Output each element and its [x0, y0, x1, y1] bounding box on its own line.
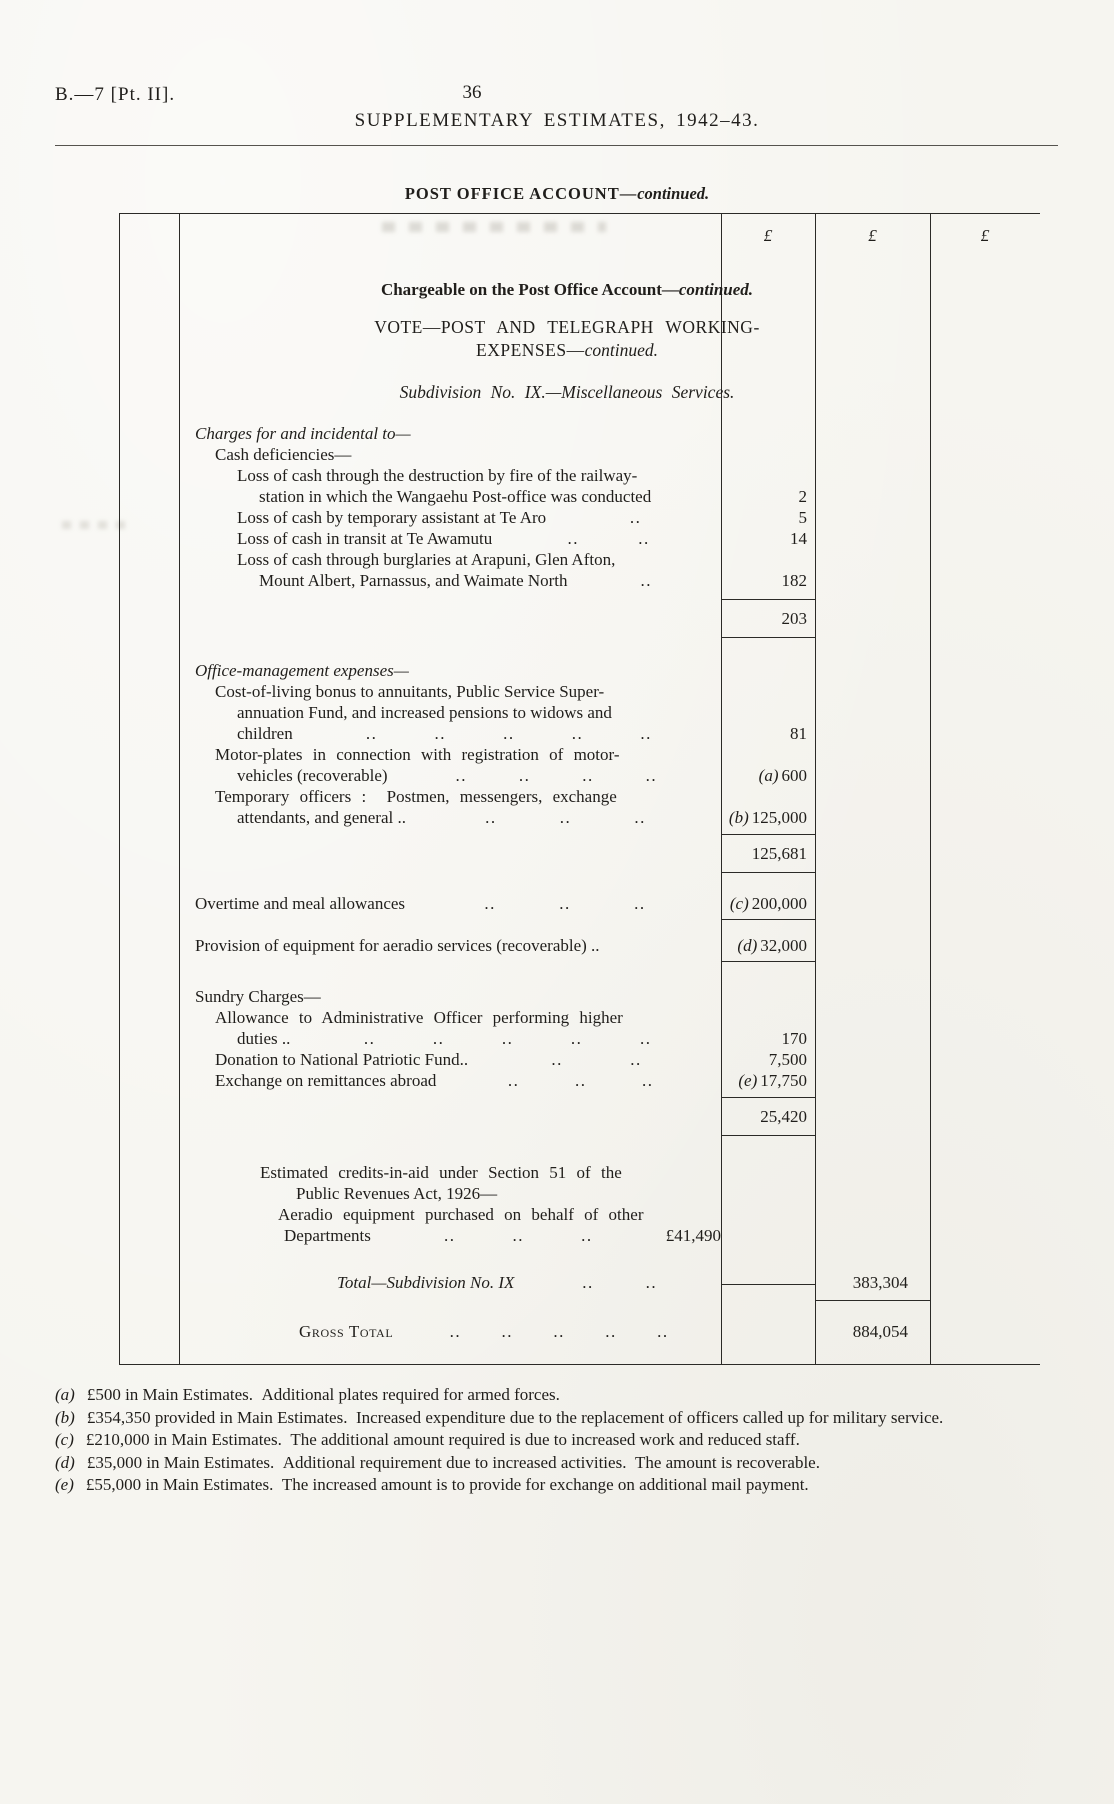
footnotes — [55, 1384, 1017, 1497]
vote-headings — [179, 280, 1040, 403]
estimates-table — [119, 213, 1040, 1365]
table-row — [179, 1183, 1040, 1204]
table-row — [179, 1162, 1040, 1183]
footnote-letter: (d) — [55, 1452, 75, 1472]
table-row — [179, 1049, 1040, 1070]
row-amount-col2 — [815, 1183, 930, 1204]
footnote — [55, 1474, 1017, 1496]
footnote-letter: (c) — [55, 1430, 74, 1449]
table-row — [179, 765, 1040, 786]
footnote-letter: (e) — [55, 1475, 74, 1494]
row-description: Cost-of-living bonus to annuitants, Public Service Super- — [215, 682, 605, 701]
row-description: Loss of cash through burglaries at Arapuni, Glen Afton, — [237, 550, 616, 569]
vote-heading-line1: VOTE—POST AND TELEGRAPH WORKING- — [374, 317, 760, 337]
table-row — [179, 1070, 1040, 1091]
row-amount-col1: (e) 17,750 — [738, 1071, 807, 1090]
currency-header-col2: £ — [868, 226, 877, 245]
row-amount-col1: (b) 125,000 — [728, 808, 807, 827]
table-row — [179, 1362, 1040, 1365]
table-row — [179, 1321, 1040, 1342]
row-amount-col2 — [815, 1007, 930, 1028]
row-amount-col1: 81 — [790, 724, 807, 743]
row-amount-col2 — [815, 893, 930, 920]
table-row — [179, 935, 1040, 962]
row-amount-col2 — [815, 423, 930, 444]
footnote-text: £55,000 in Main Estimates. The increased amount is to provide for exchange on additional mail payment. — [85, 1475, 809, 1494]
row-description: duties .. .. .. .. .. .. — [237, 1029, 652, 1048]
footnote — [55, 1384, 1017, 1406]
section-title — [0, 184, 1114, 204]
row-amount-col2 — [815, 744, 930, 765]
table-row — [179, 893, 1040, 920]
row-description: annuation Fund, and increased pensions to widows and — [237, 703, 612, 722]
currency-header-row — [179, 214, 1040, 258]
row-description: Donation to National Patriotic Fund.. .. .. — [215, 1050, 642, 1069]
row-description: children .. .. .. .. .. — [237, 724, 652, 743]
table-row — [179, 986, 1040, 1007]
table-row — [179, 1204, 1040, 1225]
row-amount-col2 — [815, 702, 930, 723]
row-amount-col2 — [815, 486, 930, 507]
header-divider-rule — [55, 145, 1058, 146]
row-description: attendants, and general .. .. .. .. — [237, 808, 646, 827]
table-row — [179, 444, 1040, 465]
row-amount-col2 — [815, 935, 930, 962]
row-description: Public Revenues Act, 1926— — [296, 1184, 498, 1203]
table-row — [179, 1007, 1040, 1028]
row-description: station in which the Wangaehu Post-office was conducted — [259, 487, 652, 506]
table-row — [179, 507, 1040, 528]
table-content — [179, 214, 1040, 1365]
chargeable-heading-continued: continued. — [678, 280, 754, 299]
row-amount-col2 — [815, 681, 930, 702]
section-title-continued: continued. — [637, 184, 710, 203]
document-title: SUPPLEMENTARY ESTIMATES, 1942–43. — [354, 110, 760, 131]
row-amount-col1: 203 — [721, 599, 815, 638]
currency-header-col1: £ — [763, 226, 773, 245]
document-reference-text: B.—7 [Pt. II]. — [55, 84, 176, 105]
table-row — [179, 1225, 1040, 1246]
row-amount-col2 — [815, 1362, 930, 1365]
row-description: Loss of cash by temporary assistant at Te Aro .. — [237, 508, 642, 527]
table-row — [179, 744, 1040, 765]
table-row — [179, 570, 1040, 591]
table-row — [179, 423, 1040, 444]
row-amount-col1: 14 — [790, 529, 807, 548]
page-number: 36 — [462, 82, 482, 103]
table-rows — [179, 423, 1040, 1365]
footnote-text: £35,000 in Main Estimates. Additional requirement due to increased activities. The amount is recoverable. — [86, 1452, 820, 1472]
row-amount-col1: 182 — [781, 571, 807, 590]
row-description: Mount Albert, Parnassus, and Waimate North .. — [259, 571, 653, 590]
row-description: Cash deficiencies— — [215, 445, 352, 464]
row-amount-col2 — [815, 465, 930, 486]
row-amount-col1 — [721, 1284, 815, 1288]
row-amount-col2 — [815, 1070, 930, 1091]
footnote-letter: (a) — [55, 1385, 75, 1404]
table-row — [179, 660, 1040, 681]
table-row — [179, 681, 1040, 702]
table-row — [179, 1272, 1040, 1301]
row-amount-col2 — [815, 1049, 930, 1070]
row-amount-col2 — [815, 723, 930, 744]
vote-heading-line2 — [179, 339, 955, 362]
row-amount-col1: 7,500 — [768, 1050, 807, 1069]
row-amount-col2 — [815, 1028, 930, 1049]
row-description: Departments .. .. .. £41,490 — [284, 1226, 721, 1245]
row-amount-col2 — [815, 507, 930, 528]
row-amount-col2 — [815, 1225, 930, 1246]
row-amount-col1: (c) 200,000 — [721, 893, 815, 920]
vote-heading — [179, 316, 955, 362]
row-amount-col2 — [815, 660, 930, 681]
row-description: Overtime and meal allowances .. .. .. — [195, 894, 646, 913]
row-amount-col2 — [815, 765, 930, 786]
row-description: Loss of cash through the destruction by fire of the railway- — [237, 466, 638, 485]
row-amount-col2 — [815, 599, 930, 638]
row-description: Sundry Charges— — [195, 987, 321, 1006]
row-amount-col2 — [815, 444, 930, 465]
row-amount-col2 — [815, 834, 930, 873]
row-description: Motor-plates in connection with registration of motor- — [215, 745, 620, 764]
row-amount-col1: 25,420 — [721, 1097, 815, 1136]
row-description: Aeradio equipment purchased on behalf of other — [278, 1205, 644, 1224]
footnote-text: £354,350 provided in Main Estimates. Increased expenditure due to the replacement of officers called up for military service. — [86, 1407, 944, 1427]
row-description: Loss of cash in transit at Te Awamutu .. .. — [237, 529, 650, 548]
row-description: Office-management expenses— — [195, 661, 409, 680]
table-row — [179, 1097, 1040, 1136]
row-amount-col2 — [815, 807, 930, 828]
row-amount-col2 — [815, 549, 930, 570]
table-row — [179, 702, 1040, 723]
row-description — [179, 1362, 721, 1365]
table-row — [179, 807, 1040, 828]
row-amount-col2 — [815, 570, 930, 591]
currency-header-col3: £ — [980, 226, 990, 245]
row-description: Total—Subdivision No. IX .. .. — [337, 1273, 658, 1292]
table-row — [179, 723, 1040, 744]
row-description: vehicles (recoverable) .. .. .. .. — [237, 766, 658, 785]
footnote-letter: (b) — [55, 1407, 75, 1427]
table-row — [179, 465, 1040, 486]
subdivision-heading: Subdivision No. IX.—Miscellaneous Services. — [399, 382, 735, 402]
table-row — [179, 1028, 1040, 1049]
footnote — [55, 1407, 1017, 1429]
table-row — [179, 486, 1040, 507]
vote-heading-line2-text: EXPENSES— — [476, 340, 585, 360]
footnote-text: £500 in Main Estimates. Additional plates required for armed forces. — [86, 1385, 560, 1404]
row-description: Provision of equipment for aeradio services (recoverable) .. — [195, 936, 600, 955]
row-amount-col2 — [815, 528, 930, 549]
footnote-text: £210,000 in Main Estimates. The additional amount required is due to increased work and reduced staff. — [85, 1430, 800, 1449]
row-description: Gross Total .. .. .. .. .. — [299, 1322, 669, 1341]
row-description: Allowance to Administrative Officer performing higher — [215, 1008, 623, 1027]
table-vertical-rule — [119, 214, 120, 1364]
footnote — [55, 1452, 1017, 1474]
table-row — [179, 834, 1040, 873]
row-amount-col2 — [815, 786, 930, 807]
row-description: Estimated credits-in-aid under Section 51 of the — [260, 1163, 622, 1182]
chargeable-heading — [179, 280, 955, 300]
table-row — [179, 528, 1040, 549]
footnote — [55, 1429, 1017, 1451]
row-amount-col1: 2 — [798, 487, 807, 506]
row-description: Exchange on remittances abroad .. .. .. — [215, 1071, 654, 1090]
row-amount-col1: (d) 32,000 — [721, 935, 815, 962]
row-description: Temporary officers : Postmen, messengers, exchange — [215, 787, 617, 806]
row-amount-col2 — [815, 986, 930, 1007]
chargeable-heading-text: Chargeable on the Post Office Account— — [380, 280, 679, 299]
row-amount-col1: 170 — [781, 1029, 807, 1048]
row-amount-col1: 5 — [798, 508, 807, 527]
row-description: Charges for and incidental to— — [195, 424, 411, 443]
table-row — [179, 599, 1040, 638]
table-row — [179, 549, 1040, 570]
vote-heading-line2-continued: continued. — [584, 340, 658, 360]
row-amount-col2: 383,304 — [815, 1272, 930, 1301]
row-amount-col2 — [815, 1204, 930, 1225]
row-amount-col2 — [815, 1097, 930, 1136]
table-row — [179, 786, 1040, 807]
row-amount-col1: (a) 600 — [758, 766, 807, 785]
row-amount-col1: 125,681 — [721, 834, 815, 873]
row-amount-col2 — [815, 1162, 930, 1183]
row-amount-col2: 884,054 — [852, 1322, 908, 1341]
section-title-text: POST OFFICE ACCOUNT— — [404, 184, 638, 203]
